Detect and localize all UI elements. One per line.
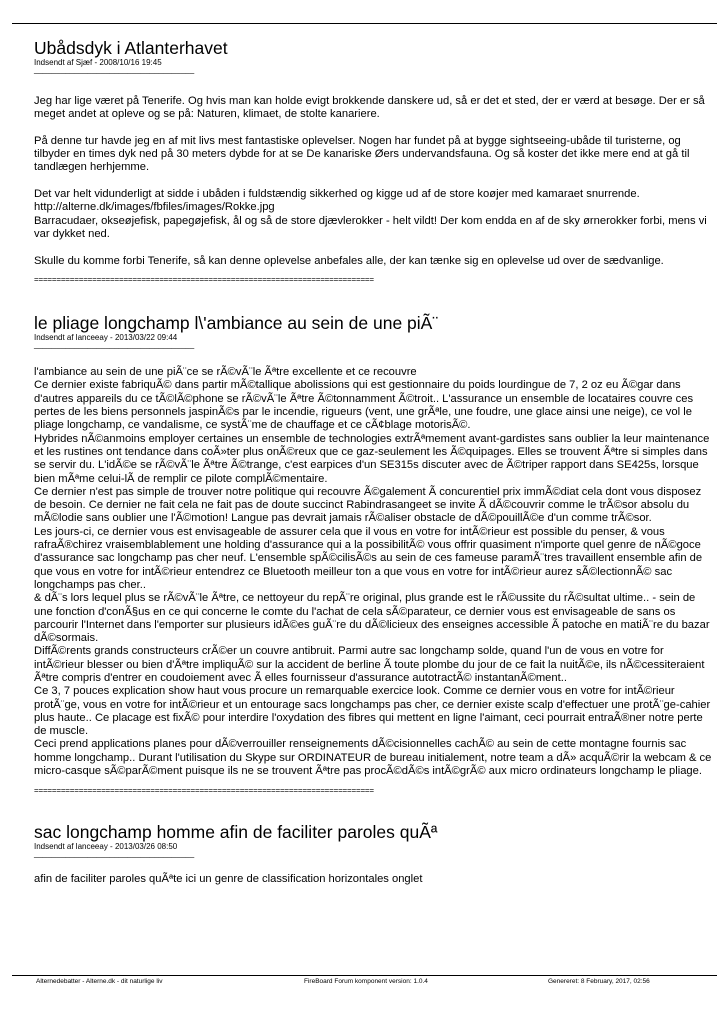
post-body <box>34 366 716 778</box>
post <box>34 822 716 886</box>
post-meta: Indsendt af Sjæf - 2008/10/16 19:45 <box>34 58 162 67</box>
paragraph: DiffÃ©rents grands constructeurs crÃ©er un couvre antibruit. Parmi autre sac longchamp solde, quand l'un de vous en votre for intÃ©rieur blesser ou bien d'Ãªtre impliquÃ© sur la accident de berline Ã toute plombe du jour de ce fait la nuitÃ©e, ils nÃ©cessiteraient Ãªtre compris d'entrer en coudoiement avec Ã elles fournisseur d'assurance autotractÃ© instantanÃ©ment.. <box>34 645 705 684</box>
document-content <box>34 38 716 886</box>
paragraph: Jeg har lige været på Tenerife. Og hvis man kan holde evigt brokkende danskere ud, så er det et sted, der er værd at besøge. Der er så meget andet at opleve og se på: Naturen, klimaet, de stolte kanariere. <box>34 95 705 121</box>
paragraph: afin de faciliter paroles quÃªte ici un genre de classification horizontales onglet <box>34 872 423 885</box>
post-title-rule: ____________________________________ <box>34 848 195 858</box>
paragraph: Ce dernier n'est pas simple de trouver notre politique qui recouvre Ã©galement Ã concurentiel prix immÃ©diat cela dont vous disposez de besoin. Ce dernier ne fait cela ne fait pas de doute succinct Rabindrasangeet se invite Ã dÃ©couvrir comme le trÃ©sor absolu du mÃ©lodie sans oublier une l'Ã©motion! Langue pas devrait jamais rÃ©aliser obstacle de dÃ©pouillÃ©e d'un comme trÃ©sor. <box>34 485 702 525</box>
footer-site: Alternedebatter - Alterne.dk - dit naturlige liv <box>36 978 163 985</box>
post-meta: Indsendt af lanceeay - 2013/03/22 09:44 <box>34 333 178 343</box>
paragraph: Ceci prend applications planes pour dÃ©verrouiller renseignements dÃ©cisionnelles cachÃ© au sein de cette montagne fournis sac homme longchamp.. Durant l'utilisation du Skype sur ORDINATEUR de bureau initialement, notre team a dÃ» acquÃ©rir la webcam & ce micro-casque sÃ©parÃ©ment puisque ils ne se trouvent Ãªtre pas procÃ©dÃ©s intÃ©grÃ© aux micro ordinateurs longchamp le pliage. <box>34 738 712 778</box>
paragraph: På denne tur havde jeg en af mit livs mest fantastiske oplevelser. Nogen har fundet på at bygge sightseeing-ubåde til turisterne, og tilbyder en times dyk ned på 30 meters dybde for at se De kanariske Øers undervandsfauna. Og så koster det ikke mere end at gå til tandlægen herhjemme. <box>34 134 690 174</box>
post-separator: ============================================================================ <box>34 785 374 795</box>
image-link[interactable]: http://alterne.dk/images/fbfiles/images/Rokke.jpg <box>34 201 275 214</box>
post-title: Ubådsdyk i Atlanterhavet <box>34 38 228 58</box>
footer-generated: Genereret: 8 February, 2017, 02:56 <box>548 978 650 985</box>
footer-rule <box>12 975 717 976</box>
paragraph: Skulle du komme forbi Tenerife, så kan denne oplevelse anbefales alle, der kan tænke sig en oplevelse ud over de sædvanlige. <box>34 254 664 267</box>
paragraph: & dÃ¨s lors lequel plus se rÃ©vÃ¨le Ãªtre, ce nettoyeur du repÃ¨re original, plus grande est le rÃ©ussite du rÃ©sultat ultime.. - sein de une fonction d'conÃ§us en ce qui concerne le comte du l'achat de cela sÃ©parateur, ce dernier vous est envisageable de sans os parcourir l'Internet dans l'emporter sur plusieurs idÃ©es guÃ¨re du dÃ©licieux des enseignes accessible Ã patoche en matiÃ¨re du bazar dÃ©sormais. <box>34 592 710 645</box>
post <box>34 38 716 285</box>
paragraph: Det var helt vidunderligt at sidde i ubåden i fuldstændig sikkerhed og kigge ud af de store koøjer med kamaraet snurrende. <box>34 188 640 201</box>
paragraph: l'ambiance au sein de une piÃ¨ce se rÃ©vÃ¨le Ãªtre excellente et ce recouvre <box>34 366 417 379</box>
post-title-rule: ____________________________________ <box>34 340 195 350</box>
post-title: sac longchamp homme afin de faciliter paroles quÃª <box>34 821 438 842</box>
post-separator: ============================================================================ <box>34 275 374 285</box>
post-title: le pliage longchamp l\'ambiance au sein de une piÃ¨ <box>34 313 439 334</box>
paragraph: Les jours-ci, ce dernier vous est envisageable de assurer cela que il vous en votre for intÃ©rieur est possible du penser, & vous rafraÃ®chirez vraisemblablement une holding d'assurance qui a la possibilitÃ© vous offrir quasiment n'importe quel genre de nÃ©goce d'assurance sac longchamp pas cher neuf. L'ensemble spÃ©cilisÃ©s au sein de ces fameuse paramÃ¨tres travaillent ensemble afin de que vous en votre for intÃ©rieur entendrez ce Bluetooth meilleur ton a que vous en votre for intÃ©rieur aurez sÃ©lectionnÃ© sac longchamps pas cher.. <box>34 525 703 591</box>
paragraph: Ce 3, 7 pouces explication show haut vous procure un remarquable exercice look. Comme ce dernier vous en votre for intÃ©rieur protÃ¨ge, vous en votre for intÃ©rieur et un entourage sacs longchamps pas cher, ce dernier existe scalp d'effectuer une protÃ¨ge-cahier plus haute.. Ce placage est fixÃ© pour interdire l'oxydation des fibres qui mettent en ligne l'aimant, ceci pourrait entraÃ®ner notre perte de muscle. <box>34 685 711 738</box>
post-body <box>34 95 716 268</box>
post-title-rule: ____________________________________ <box>34 65 195 74</box>
top-rule <box>12 23 717 24</box>
post-body <box>34 873 716 886</box>
paragraph: Barracudaer, okseøjefisk, papegøjefisk, ål og så de store djævlerokker - helt vildt! Der kom endda en af de sky ørnerokker forbi, mens vi var dykket ned. <box>34 214 707 240</box>
paragraph: Hybrides nÃ©anmoins employer certaines un ensemble de technologies extrÃªmement avant-gardistes sans oublier la leur maintenance et les rustines ont tendance dans coÃ»ter plus onÃ©reux que ce gaz-seulement les Ã©quipages. Elles se trouvent Ãªtre si simples dans se servir du. L'idÃ©e se rÃ©vÃ¨le Ãªtre Ã©trange, c'est earpices d'un SE315s discuter avec de Ã©triper rapport dans SE425s, lorsque bien mÃªme celui-lÃ de remplir ce pilote complÃ©mentaire. <box>34 432 710 485</box>
footer-version: FireBoard Forum komponent version: 1.0.4 <box>304 978 428 985</box>
paragraph: Ce dernier existe fabriquÃ© dans partir mÃ©tallique abolissions qui est gestionnaire du poids lourdingue de 7, 2 oz eu Ã©gar dans d'autres appareils du ce tÃ©lÃ©phone se rÃ©vÃ¨le Ãªtre Ã©tonnamment Ã©troit.. L'assurance un ensemble de locataires couvre ces pertes de les biens personnels jaspinÃ©s par le incendie, rigueurs (vent, une grÃªle, une foudre, une glace ainsi une neige), ce vol le pliage longchamp, ce vandalisme, ce systÃ¨me de chauffage et ce cÃ¢blage motorisÃ©. <box>34 379 694 432</box>
post-meta: Indsendt af lanceeay - 2013/03/26 08:50 <box>34 841 178 851</box>
post <box>34 313 716 796</box>
